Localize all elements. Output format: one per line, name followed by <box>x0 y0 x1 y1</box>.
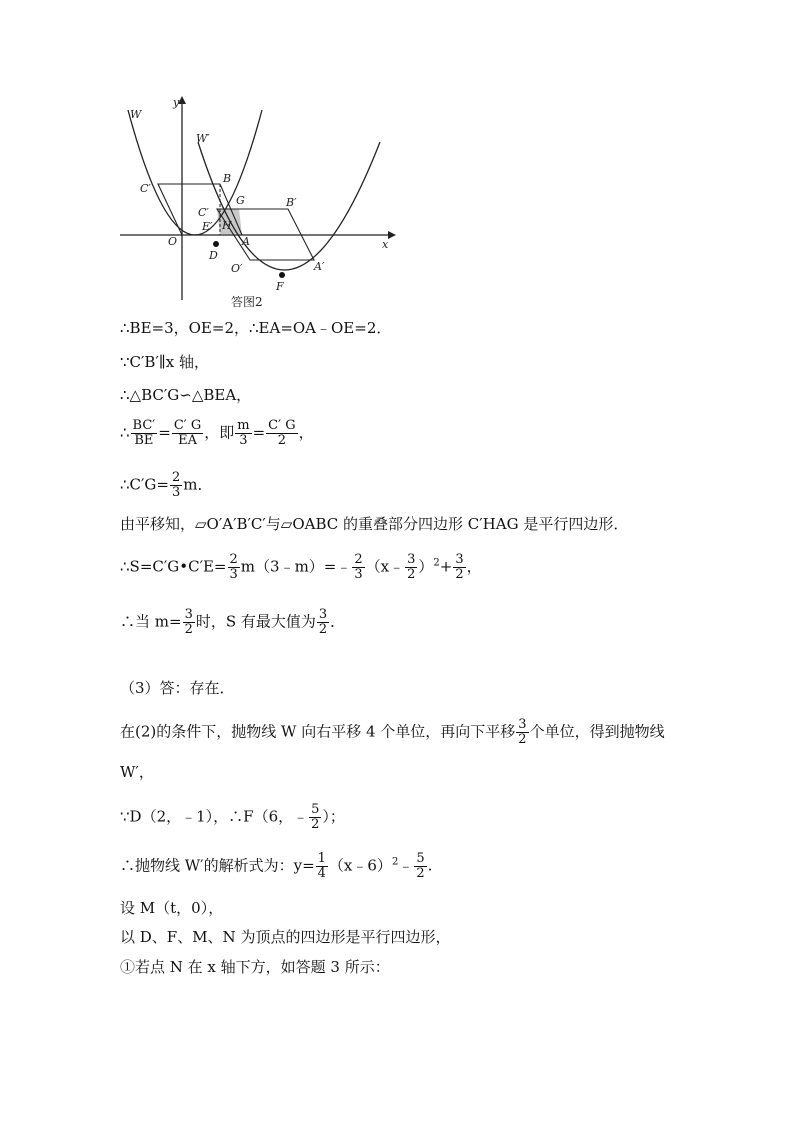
fraction <box>131 419 158 448</box>
fraction <box>317 608 329 637</box>
fraction <box>309 803 321 832</box>
fraction <box>266 419 297 448</box>
fraction <box>183 608 195 637</box>
denominator: 2 <box>184 622 193 637</box>
label-b-prime: B′ <box>286 196 297 209</box>
line-14: 设 M（t，0）， <box>120 899 224 917</box>
line-10-b: 个单位，得到抛物线 <box>529 722 665 741</box>
line-8 <box>120 608 345 637</box>
label-w-prime: W′ <box>196 132 210 145</box>
line-4-end: ， <box>298 423 314 442</box>
line-5-b: m． <box>183 475 213 494</box>
fraction <box>316 852 328 881</box>
exponent: 2 <box>391 856 399 868</box>
line-4-a: ∴ <box>120 423 130 442</box>
line-12-a: ∵D（2，﹣1），∴F（6，﹣ <box>120 807 309 826</box>
numerator: 1 <box>317 851 326 866</box>
line-1: ∴BE=3，OE=2，∴EA=OA﹣OE=2． <box>120 319 392 337</box>
numerator: 3 <box>407 552 416 567</box>
line-10-a: 在(2)的条件下，抛物线 W 向右平移 4 个单位，再向下平移 <box>120 722 516 741</box>
point-d <box>213 241 219 247</box>
line-7-d: ） <box>418 557 434 576</box>
line-13 <box>120 852 432 881</box>
denominator: 2 <box>455 567 464 582</box>
denominator: 3 <box>229 567 238 582</box>
label-o: O <box>168 235 178 248</box>
denominator: EA <box>178 433 197 448</box>
fraction <box>228 553 240 582</box>
numerator: 2 <box>229 552 238 567</box>
fraction <box>405 553 417 582</box>
line-10 <box>120 718 665 747</box>
line-5 <box>120 471 213 500</box>
line-13-b: （x﹣6） <box>328 856 392 875</box>
exponent: 2 <box>433 557 440 569</box>
parabola-figure <box>118 92 400 314</box>
label-c-prime-1: C′ <box>140 182 151 195</box>
equals: = <box>158 423 171 442</box>
denominator: 3 <box>239 433 248 448</box>
line-7-e: + <box>439 557 453 576</box>
label-g: G <box>236 194 245 207</box>
denominator: 2 <box>318 622 328 637</box>
line-3: ∴△BC′G∽△BEA， <box>120 386 252 404</box>
numerator: 3 <box>184 607 193 622</box>
denominator: 2 <box>407 567 416 582</box>
fraction <box>453 553 465 582</box>
line-7 <box>120 553 482 582</box>
numerator: 3 <box>318 607 328 622</box>
numerator: 5 <box>311 802 320 817</box>
fraction <box>172 419 203 448</box>
label-e-prime: E′ <box>202 220 213 233</box>
fraction <box>170 471 182 500</box>
fraction <box>235 419 251 448</box>
line-6: 由平移知，▱O′A′B′C′与▱OABC 的重叠部分四边形 C′HAG 是平行四边形． <box>120 515 629 533</box>
fraction <box>414 852 426 881</box>
point-f <box>279 272 285 278</box>
line-9: （3）答：存在． <box>120 679 235 697</box>
denominator: 3 <box>354 567 363 582</box>
denominator: 2 <box>311 817 320 832</box>
denominator: 2 <box>416 866 425 881</box>
label-c-prime-2: C′ <box>198 206 209 219</box>
denominator: 3 <box>171 485 181 500</box>
line-4 <box>120 419 314 448</box>
line-13-c: ﹣ <box>398 856 414 875</box>
denominator: 2 <box>518 732 527 747</box>
numerator: C′ G <box>173 418 202 433</box>
numerator: m <box>237 418 250 433</box>
label-x: x <box>382 238 389 251</box>
fraction <box>516 718 528 747</box>
line-13-end: . <box>427 856 433 875</box>
numerator: 2 <box>171 470 181 485</box>
label-a: A <box>242 235 250 248</box>
line-4-mid: ，即 <box>204 423 235 442</box>
line-8-end: ． <box>330 612 346 631</box>
numerator: 3 <box>455 552 464 567</box>
label-b: B <box>223 172 232 185</box>
parabola-w <box>128 110 262 235</box>
numerator: BC′ <box>132 418 156 433</box>
line-8-b: 时，S 有最大值为 <box>195 612 316 631</box>
denominator: 2 <box>277 433 287 448</box>
numerator: 2 <box>354 552 363 567</box>
line-7-a: ∴S=C′G•C′E= <box>120 557 227 576</box>
label-h: H <box>222 219 232 232</box>
label-d: D <box>209 249 218 262</box>
line-2: ∵C′B′∥x 轴， <box>120 353 210 371</box>
numerator: C′ G <box>268 418 296 433</box>
line-5-a: ∴C′G= <box>120 475 169 494</box>
line-11: W′， <box>120 763 154 781</box>
line-12-b: ）； <box>322 807 345 826</box>
denominator: BE <box>134 433 154 448</box>
equals: = <box>252 423 266 442</box>
label-y: y <box>173 96 180 109</box>
fraction <box>352 553 364 582</box>
label-o-prime: O′ <box>231 262 243 275</box>
line-15: 以 D、F、M、N 为顶点的四边形是平行四边形， <box>120 928 451 946</box>
denominator: 4 <box>317 866 326 881</box>
line-7-b: m（3﹣m）=﹣ <box>240 557 352 576</box>
figure-caption: 答图2 <box>231 295 263 309</box>
line-16: ①若点 N 在 x 轴下方，如答题 3 所示： <box>120 958 390 976</box>
line-7-end: ， <box>466 557 482 576</box>
line-7-c: （x﹣ <box>365 557 405 576</box>
line-8-a: ∴当 m= <box>120 612 182 631</box>
x-axis-arrow <box>388 231 396 239</box>
line-13-a: ∴抛物线 W′的解析式为：y= <box>120 856 315 875</box>
label-a-prime: A′ <box>314 260 325 273</box>
numerator: 5 <box>416 851 425 866</box>
label-f: F <box>276 280 284 293</box>
line-12 <box>120 803 345 832</box>
label-w: W <box>130 108 142 121</box>
numerator: 3 <box>518 717 527 732</box>
